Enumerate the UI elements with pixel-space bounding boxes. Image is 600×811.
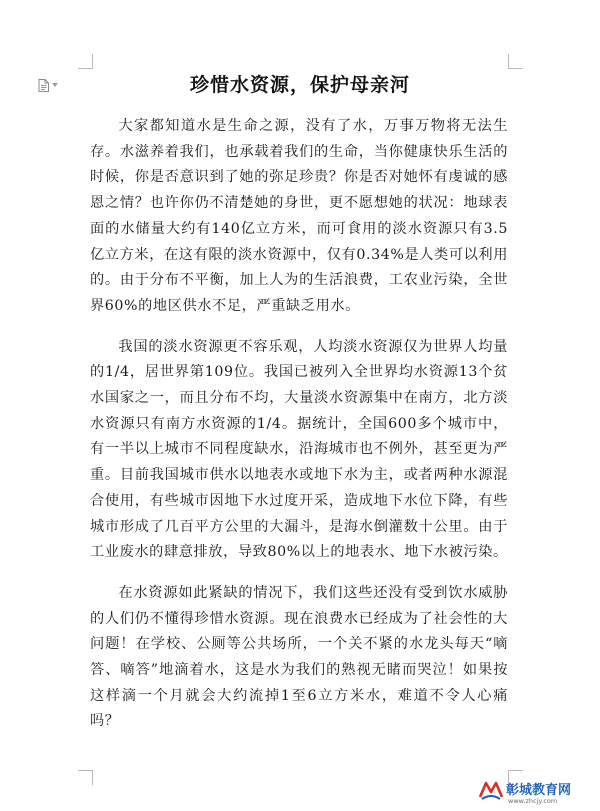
crop-mark-top-left: [78, 54, 93, 69]
watermark-name: 彰城教育网: [506, 783, 572, 798]
crop-mark-bottom-left: [78, 770, 93, 785]
document-body: [90, 114, 508, 750]
watermark-logo: [478, 777, 598, 809]
watermark-url: www.zhcjy.com: [508, 797, 558, 805]
logo-icon: [478, 779, 504, 801]
paragraph-3: 在水资源如此紧缺的情况下，我们这些还没有受到饮水威胁的人们仍不懂得珍惜水资源。现在浪费水已经成为了社会性的大问题！在学校、公厕等公共场所，一个关不紧的水龙头每天“嘀答、嘀答”地滴着水，这是水为我们的熟视无睹而哭泣！如果按这样滴一个月就会大约流掉1至6立方米水，难道不令人心痛吗？: [90, 584, 508, 730]
paragraph-1: 大家都知道水是生命之源，没有了水，万事万物将无法生存。水滋养着我们，也承载着我们的生命，当你健康快乐生活的时候，你是否意识到了她的弥足珍贵？你是否对她怀有虔诚的感恩之情？也许你仍不清楚她的身世，更不愿想她的状况：地球表面的水储量大约有140亿立方米，而可食用的淡水资源只有3.5亿立方米，在这有限的淡水资源中，仅有0.34%是人类可以利用的。由于分布不平衡，加上人为的生活浪费，工农业污染，全世界60%的地区供水不足，严重缺乏用水。: [90, 118, 508, 314]
page-title: 珍惜水资源，保护母亲河: [189, 74, 410, 96]
crop-mark-top-right: [508, 54, 523, 69]
paragraph-2: 我国的淡水资源更不容乐观，人均淡水资源仅为世界人均量的1/4，居世界第109位。我国已被列入全世界均水资源13个贫水国家之一，而且分布不均，大量淡水资源集中在南方，北方淡水资源只有南方水资源的1/4。据统计，全国600多个城市中，有一半以上城市不同程度缺水，沿海城市也不例外，甚至更为严重。目前我国城市供水以地表水或地下水为主，或者两种水源混合使用，有些城市因地下水过度开采，造成地下水位下降，有些城市形成了几百平方公里的大漏斗，是海水倒灌数十公里。由于工业废水的肆意排放，导致80%以上的地表水、地下水被污染。: [90, 338, 508, 561]
